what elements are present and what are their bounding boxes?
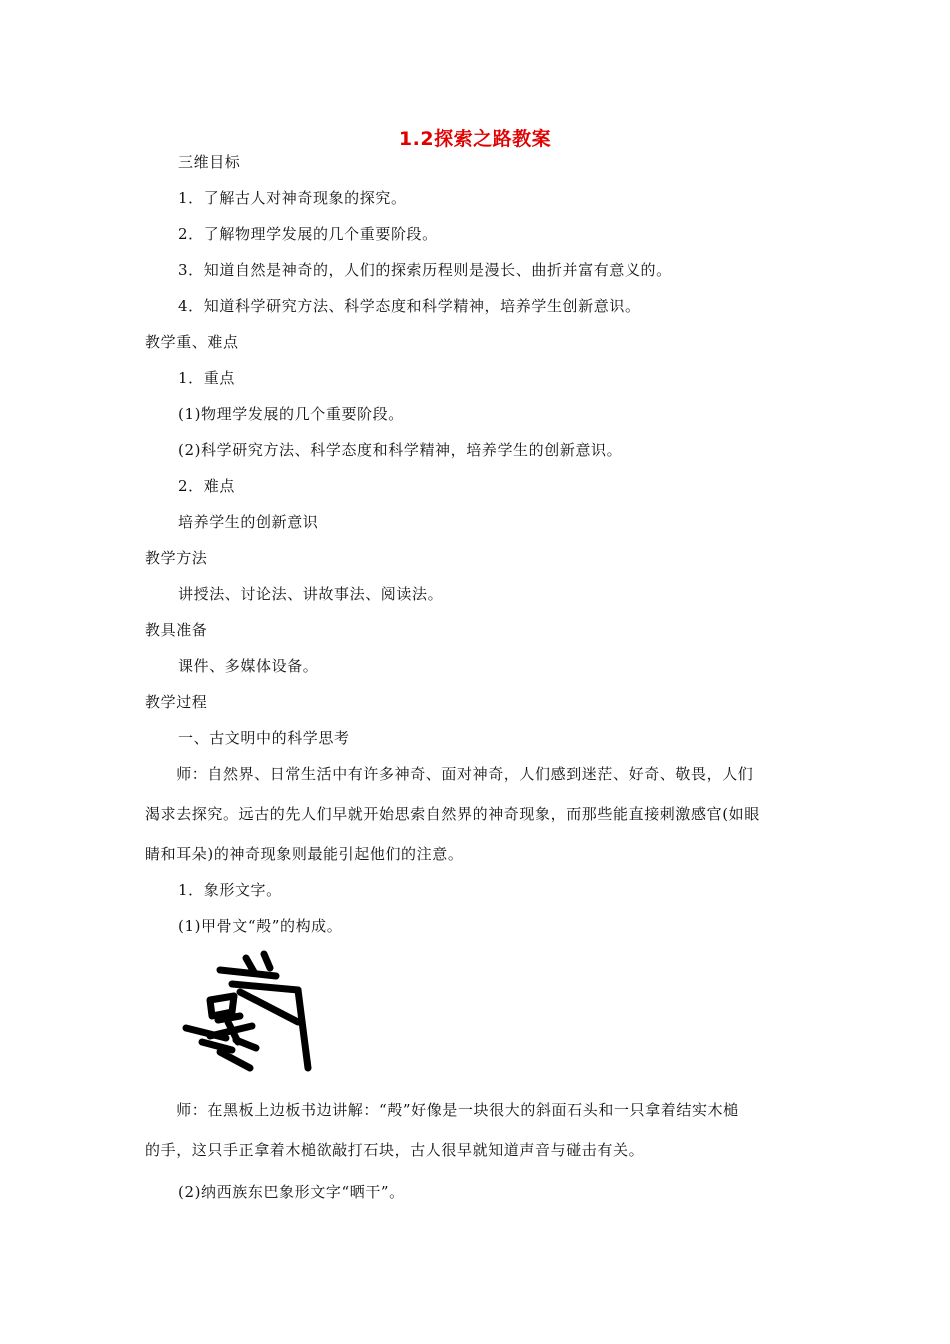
method-heading: 教学方法 <box>145 549 208 567</box>
tools-heading: 教具准备 <box>145 621 208 639</box>
paragraph-line: 师：在黑板上边板书边讲解：“殸”好像是一块很大的斜面石头和一只拿着结实木槌 <box>145 1101 739 1119</box>
subsection-item: (1)甲骨文“殸”的构成。 <box>178 917 343 935</box>
paragraph-line: 睛和耳朵)的神奇现象则最能引起他们的注意。 <box>145 845 464 863</box>
goal-item: 4．知道科学研究方法、科学态度和科学精神，培养学生创新意识。 <box>178 297 641 315</box>
subsection-title: 1．象形文字。 <box>178 881 282 899</box>
goals-heading: 三维目标 <box>178 153 241 171</box>
key-item: (1)物理学发展的几个重要阶段。 <box>178 405 404 423</box>
key-label: 1．重点 <box>178 369 235 387</box>
paragraph-line: 渴求去探究。远古的先人们早就开始思索自然界的神奇现象，而那些能直接刺激感官(如眼 <box>145 805 760 823</box>
tools-text: 课件、多媒体设备。 <box>178 657 319 675</box>
difficulty-label: 2．难点 <box>178 477 235 495</box>
paragraph-line: 师：自然界、日常生活中有许多神奇、面对神奇，人们感到迷茫、好奇、敬畏，人们 <box>145 765 754 783</box>
method-text: 讲授法、讨论法、讲故事法、阅读法。 <box>178 585 444 603</box>
subsection-item: (2)纳西族东巴象形文字“晒干”。 <box>178 1183 405 1201</box>
keypoints-heading: 教学重、难点 <box>145 333 239 351</box>
paragraph-line: 的手，这只手正拿着木槌欲敲打石块，古人很早就知道声音与碰击有关。 <box>145 1141 645 1159</box>
oracle-bone-glyph-image <box>180 950 320 1080</box>
part1-title: 一、古文明中的科学思考 <box>178 729 350 747</box>
goal-item: 3．知道自然是神奇的，人们的探索历程则是漫长、曲折并富有意义的。 <box>178 261 672 279</box>
paragraph-intro <box>145 764 810 884</box>
difficulty-text: 培养学生的创新意识 <box>178 513 319 531</box>
process-heading: 教学过程 <box>145 693 208 711</box>
goal-item: 1．了解古人对神奇现象的探究。 <box>178 189 407 207</box>
page-title: 1.2探索之路教案 <box>398 128 552 150</box>
key-item: (2)科学研究方法、科学态度和科学精神，培养学生的创新意识。 <box>178 441 623 459</box>
paragraph-explain <box>145 1100 810 1180</box>
goal-item: 2．了解物理学发展的几个重要阶段。 <box>178 225 438 243</box>
